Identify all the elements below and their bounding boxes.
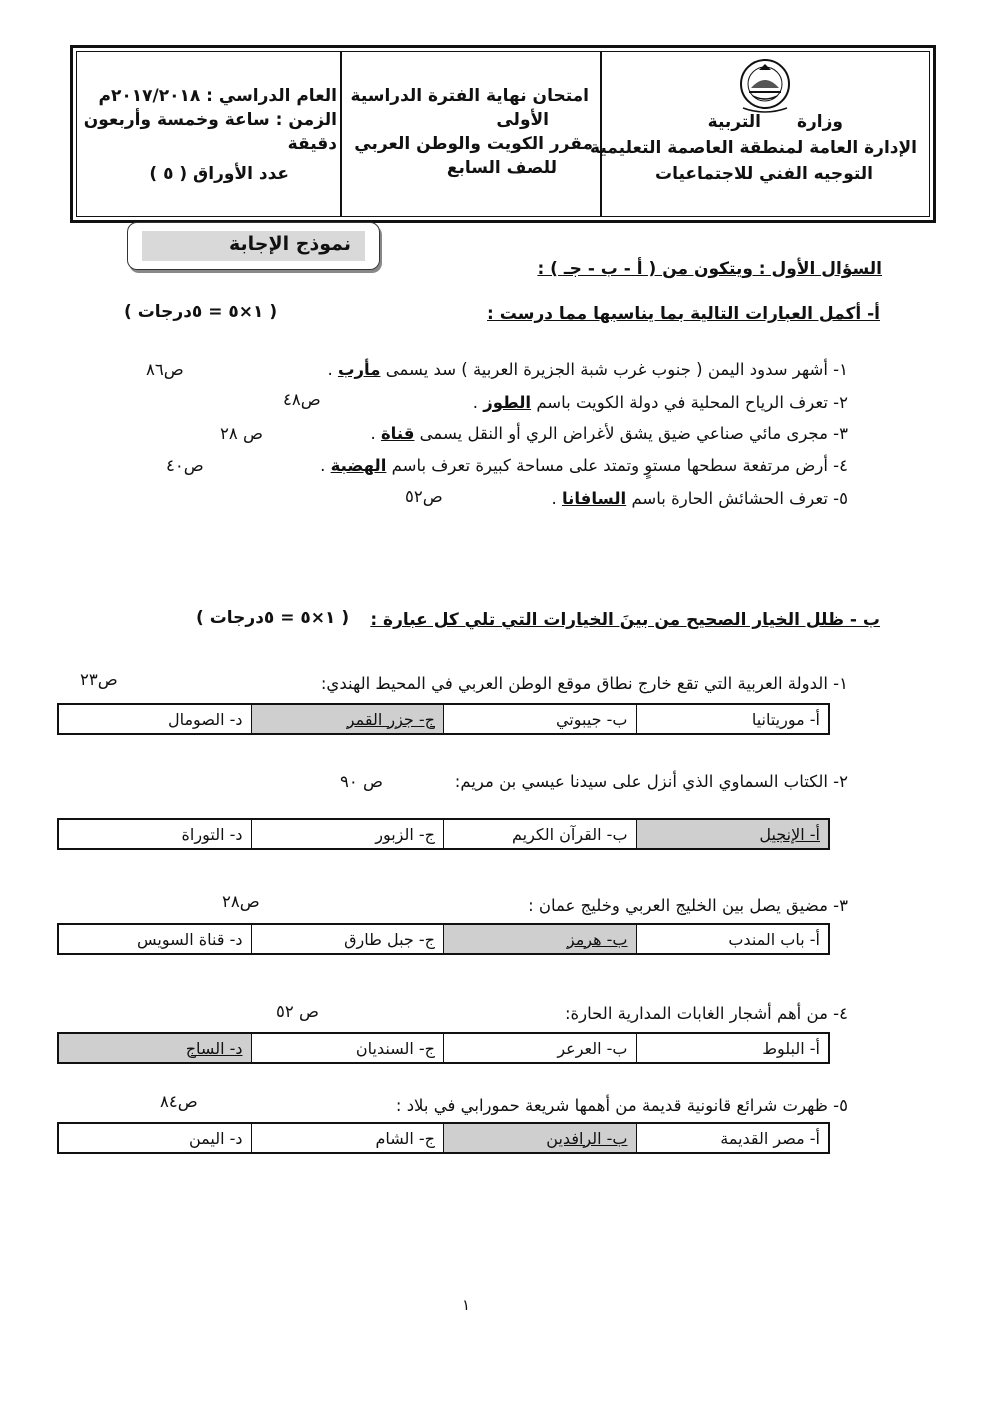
option-a[interactable]: أ- موريتانيا xyxy=(636,705,829,733)
option-b[interactable]: ب- العرعر xyxy=(443,1034,636,1062)
option-c[interactable]: ج- السنديان xyxy=(251,1034,444,1062)
option-d[interactable]: د- اليمن xyxy=(188,1128,243,1148)
page-ref-b5: ص٨٤ xyxy=(160,1092,198,1111)
option-a[interactable]: أ- مصر القديمة xyxy=(636,1124,829,1152)
option-c[interactable]: ج- جبل طارق xyxy=(251,925,444,953)
item-answer: الطوز xyxy=(483,393,532,412)
item-answer: مأرب xyxy=(337,360,381,379)
page-ref-4: ص٤٠ xyxy=(166,456,204,475)
header-divider-right xyxy=(600,52,602,216)
question-1-title: السؤال الأول : ويتكون من ( أ - ب - جـ ) : xyxy=(537,259,882,279)
option-b-selected[interactable]: ب- هرمز xyxy=(443,925,636,953)
part-a-item-5: ٥- تعرف الحشائش الحارة باسم السافانا . xyxy=(551,489,848,508)
option-a[interactable]: أ- البلوط xyxy=(636,1034,829,1062)
part-b-question-4: ٤- من أهم أشجار الغابات المدارية الحارة: xyxy=(564,1004,848,1023)
part-b-title: ب - ظلل الخيار الصحيح من بينَ الخيارات التي تلي كل عبارة : xyxy=(370,610,880,630)
item-answer: السافانا xyxy=(561,489,627,508)
option-c[interactable]: ج- الشام xyxy=(251,1124,444,1152)
page-number: ١ xyxy=(462,1296,471,1314)
item-text: ٣- مجرى مائي صناعي ضيق يشق لأغراض الري أو النقل يسمى xyxy=(419,424,848,443)
option-c[interactable]: ج- الزبور xyxy=(251,820,444,848)
options-table-4 xyxy=(57,1032,830,1064)
page-ref-b3: ص٢٨ xyxy=(222,892,260,911)
page-ref-2: ص٤٨ xyxy=(283,390,321,409)
option-b[interactable]: ب- جيبوتي xyxy=(443,705,636,733)
option-b-selected[interactable]: ب- الرافدين xyxy=(443,1124,636,1152)
item-text: ٢- تعرف الرياح المحلية في دولة الكويت باسم xyxy=(536,393,848,412)
options-table-1 xyxy=(57,703,830,735)
option-d-selected[interactable]: د- الساج xyxy=(59,1034,251,1062)
option-d[interactable]: د- قناة السويس xyxy=(136,929,243,949)
department-name: التوجيه الفني للاجتماعيات xyxy=(654,164,873,184)
exam-duration: الزمن : ساعة وخمسة وأربعون xyxy=(83,110,337,130)
header-inner-frame xyxy=(76,51,930,217)
header-divider-left xyxy=(340,52,342,216)
part-b-question-1: ١- الدولة العربية التي تقع خارج نطاق موقع الوطن العربي في المحيط الهندي: xyxy=(320,674,848,693)
option-a-selected[interactable]: أ- الإنجيل xyxy=(636,820,829,848)
item-answer: قناة xyxy=(380,424,415,443)
directorate-name: الإدارة العامة لمنطقة العاصمة التعليمية xyxy=(590,138,917,158)
part-b-marks: ( ١×٥ = ٥درجات ) xyxy=(196,608,350,628)
part-a-title: أ- أكمل العبارات التالية بما يناسبها مما درست : xyxy=(487,304,880,324)
page-ref-3: ص ٢٨ xyxy=(220,424,263,443)
part-a-item-2: ٢- تعرف الرياح المحلية في دولة الكويت باسم الطوز . xyxy=(472,393,848,412)
part-a-item-3: ٣- مجرى مائي صناعي ضيق يشق لأغراض الري أو النقل يسمى قناة . xyxy=(370,424,848,443)
kuwait-emblem-icon xyxy=(737,58,793,116)
item-text: ٥- تعرف الحشائش الحارة باسم xyxy=(631,489,848,508)
page-ref-5: ص٥٢ xyxy=(405,487,443,506)
option-a[interactable]: أ- باب المندب xyxy=(636,925,829,953)
part-b-question-3: ٣- مضيق يصل بين الخليج العربي وخليج عمان : xyxy=(528,896,848,915)
option-b[interactable]: ب- القرآن الكريم xyxy=(443,820,636,848)
options-table-2 xyxy=(57,818,830,850)
option-d[interactable]: د- التوراة xyxy=(181,824,243,844)
part-a-item-4: ٤- أرض مرتفعة سطحها مستوٍ وتمتد على مساحة كبيرة تعرف باسم الهضبة . xyxy=(320,456,848,475)
answer-model-box xyxy=(127,222,380,270)
part-a-marks: ( ١×٥ = ٥درجات ) xyxy=(124,302,278,322)
exam-header xyxy=(70,45,936,223)
option-d[interactable]: د- الصومال xyxy=(167,709,243,729)
part-a-item-1: ١- أشهر سدود اليمن ( جنوب غرب شبة الجزيرة العربية ) سد يسمى مأرب . xyxy=(327,360,848,379)
part-b-question-5: ٥- ظهرت شرائع قانونية قديمة من أهمها شريعة حمورابي في بلاد : xyxy=(395,1096,848,1115)
page-ref-b2: ص ٩٠ xyxy=(340,772,383,791)
grade-level: للصف السابع xyxy=(446,158,557,178)
page-ref-b1: ص٢٣ xyxy=(80,670,118,689)
academic-year: العام الدراسي : ٢٠١٧/٢٠١٨م xyxy=(98,86,337,106)
options-table-5 xyxy=(57,1122,830,1154)
option-c-selected[interactable]: ج- جزر القمر xyxy=(251,705,444,733)
exam-title: امتحان نهاية الفترة الدراسية xyxy=(350,86,589,106)
item-text: ١- أشهر سدود اليمن ( جنوب غرب شبة الجزيرة العربية ) سد يسمى xyxy=(385,360,848,379)
item-answer: الهضبة xyxy=(330,456,387,475)
exam-duration-cont: دقيقة xyxy=(287,134,337,154)
pages-count: عدد الأوراق ( ٥ ) xyxy=(149,164,289,184)
item-text: ٤- أرض مرتفعة سطحها مستوٍ وتمتد على مساحة كبيرة تعرف باسم xyxy=(391,456,848,475)
page-ref-b4: ص ٥٢ xyxy=(276,1002,319,1021)
ministry-name: التربية xyxy=(707,112,761,132)
part-b-question-2: ٢- الكتاب السماوي الذي أنزل على سيدنا عيسي بن مريم: xyxy=(454,772,848,791)
answer-model-label: نموذج الإجابة xyxy=(229,233,351,255)
exam-term: الأولى xyxy=(496,110,549,130)
options-table-3 xyxy=(57,923,830,955)
page-ref-1: ص٨٦ xyxy=(146,360,184,379)
course-name: مقرر الكويت والوطن العربي xyxy=(354,134,593,154)
ministry-label: وزارة xyxy=(796,112,843,132)
